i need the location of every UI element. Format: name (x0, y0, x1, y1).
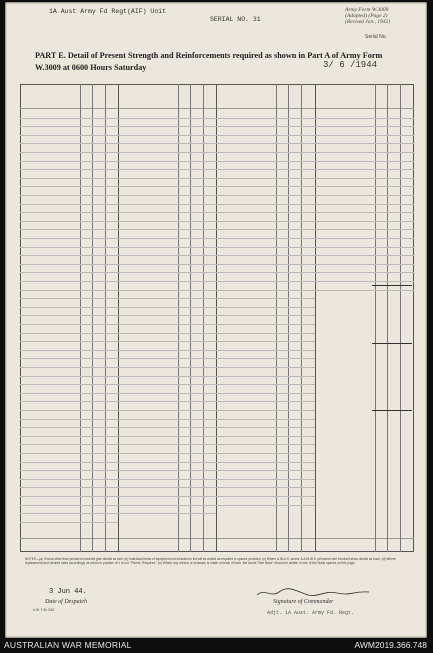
block-divider (315, 84, 316, 552)
row-rule (216, 281, 315, 282)
handwritten-date: 3/ 6 /1944 (323, 60, 378, 70)
column-rule (80, 84, 81, 552)
row-rule (20, 247, 118, 248)
row-rule (315, 247, 414, 248)
row-rule (20, 341, 118, 342)
row-rule (20, 324, 118, 325)
row-rule (118, 436, 216, 437)
row-rule (216, 221, 315, 222)
column-rule (301, 84, 302, 552)
column-header-posted_str (190, 87, 203, 105)
row-rule (216, 178, 315, 179)
row-rule (20, 238, 118, 239)
row-rule (20, 393, 118, 394)
row-rule (118, 393, 216, 394)
row-rule (118, 195, 216, 196)
column-header-posted_str (288, 87, 301, 105)
row-rule (118, 118, 216, 119)
date-of-despatch-value: 3 Jun 44. (49, 588, 87, 596)
row-rule (216, 367, 315, 368)
row-rule (20, 333, 118, 334)
row-rule (118, 376, 216, 377)
row-rule (118, 204, 216, 205)
row-rule (315, 272, 414, 273)
row-rule (216, 376, 315, 377)
row-rule (118, 333, 216, 334)
row-rule (118, 264, 216, 265)
row-rule (20, 487, 118, 488)
commander-signature (253, 586, 373, 598)
row-rule (216, 496, 315, 497)
form-identifier: Army Form W.3009 (Adapted) (Page 2) (Revised Jan., 1942) (345, 7, 391, 25)
row-rule (118, 290, 216, 291)
row-rule (20, 358, 118, 359)
row-rule (216, 126, 315, 127)
row-rule (118, 470, 216, 471)
row-rule (118, 143, 216, 144)
row-rule (315, 143, 414, 144)
row-rule (216, 272, 315, 273)
row-rule (20, 367, 118, 368)
row-rule (118, 229, 216, 230)
row-rule (216, 358, 315, 359)
row-rule (118, 505, 216, 506)
row-rule (118, 152, 216, 153)
row-rule (20, 410, 118, 411)
column-rule (178, 84, 179, 552)
column-rule (92, 84, 93, 552)
strength-table (20, 84, 414, 552)
form-code: A.W. 3 Sh 3/42 (33, 608, 55, 612)
signature-label: Signature of Commander (273, 599, 334, 605)
column-rule (203, 84, 204, 552)
row-rule (216, 350, 315, 351)
row-rule (315, 126, 414, 127)
row-rule (216, 384, 315, 385)
row-rule (20, 384, 118, 385)
row-rule (20, 169, 118, 170)
row-rule (216, 462, 315, 463)
row-rule (118, 212, 216, 213)
row-rule (118, 350, 216, 351)
row-rule (216, 333, 315, 334)
row-rule (216, 479, 315, 480)
row-rule (216, 186, 315, 187)
column-header-reinf (203, 87, 216, 105)
column-header-posted_str (92, 87, 105, 105)
date-of-despatch-label: Date of Despatch (45, 599, 87, 605)
row-rule (118, 221, 216, 222)
row-rule (20, 522, 118, 523)
row-rule (216, 264, 315, 265)
row-rule (118, 513, 216, 514)
row-rule (118, 462, 216, 463)
row-rule (118, 298, 216, 299)
column-header-ws (375, 87, 387, 105)
row-rule (216, 152, 315, 153)
row-rule (315, 221, 414, 222)
block-divider (216, 84, 217, 552)
row-rule (216, 204, 315, 205)
row-rule (20, 298, 118, 299)
column-rule (105, 84, 106, 552)
row-rule (20, 126, 118, 127)
row-rule (216, 315, 315, 316)
row-rule (315, 152, 414, 153)
row-rule (216, 401, 315, 402)
row-rule (20, 118, 118, 119)
row-rule (315, 264, 414, 265)
row-rule (216, 161, 315, 162)
row-rule (20, 496, 118, 497)
row-rule (20, 290, 118, 291)
row-rule (315, 135, 414, 136)
serial-line: SERIAL NO. 31 (210, 16, 261, 23)
column-header-ws (276, 87, 288, 105)
row-rule (216, 427, 315, 428)
row-rule (118, 186, 216, 187)
row-rule (118, 367, 216, 368)
row-rule (118, 272, 216, 273)
row-rule (20, 212, 118, 213)
row-rule (216, 470, 315, 471)
row-rule (315, 178, 414, 179)
signature-stamp: Adjt. 1A Aust. Army Fd. Regt. (267, 610, 355, 616)
row-rule (20, 350, 118, 351)
row-rule (20, 479, 118, 480)
row-rule (20, 376, 118, 377)
row-rule (20, 143, 118, 144)
row-rule (20, 161, 118, 162)
row-rule (20, 229, 118, 230)
page-title: PART E. Detail of Present Strength and Reinforcements required as shown in Part A of Army Form W.3009 at 0600 Hours Saturday (35, 51, 383, 72)
footer-archive-name: AUSTRALIAN WAR MEMORIAL (4, 640, 132, 650)
row-rule (20, 178, 118, 179)
row-rule (20, 427, 118, 428)
row-rule (118, 315, 216, 316)
row-rule (118, 427, 216, 428)
row-rule (118, 384, 216, 385)
column-header-reinf (400, 87, 413, 105)
row-rule (118, 410, 216, 411)
row-rule (20, 401, 118, 402)
row-rule (315, 255, 414, 256)
row-rule (315, 195, 414, 196)
row-rule (216, 229, 315, 230)
row-rule (20, 513, 118, 514)
summary-total-rule (372, 285, 412, 286)
row-rule (315, 204, 414, 205)
row-rule (118, 161, 216, 162)
row-rule (20, 444, 118, 445)
row-rule (118, 247, 216, 248)
row-rule (118, 135, 216, 136)
row-rule (118, 453, 216, 454)
row-rule (216, 135, 315, 136)
row-rule (20, 221, 118, 222)
row-rule (118, 496, 216, 497)
column-header-ws (80, 87, 92, 105)
serial-no-label: Serial No. (365, 34, 387, 40)
row-rule (315, 186, 414, 187)
row-rule (20, 272, 118, 273)
row-rule (20, 186, 118, 187)
row-rule (216, 393, 315, 394)
summary-total-rule (372, 410, 412, 411)
row-rule (20, 152, 118, 153)
row-rule (216, 118, 315, 119)
row-rule (216, 444, 315, 445)
row-rule (20, 462, 118, 463)
row-rule (118, 126, 216, 127)
row-rule (118, 419, 216, 420)
row-rule (118, 324, 216, 325)
row-rule (20, 204, 118, 205)
document-sheet (5, 2, 427, 638)
row-rule (20, 470, 118, 471)
notes-block: NOTES—(a) If book other than printed is involved give details as well. (b) Individual items of equipment not included in list will be added as required in spaces provided. (c) Where A.W.A.S. and/or A.A.M.W.S. personnel are involved show details as such. (d) Where replacement and desired rates accordingly as return to position of 1 in col. "Reinfs. Required." (e) Where any returns or inclusion is made on back of form, the words "See Back" should be written in one of the blank spaces on this page. (25, 557, 396, 566)
row-rule (315, 212, 414, 213)
column-rule (288, 84, 289, 552)
row-rule (216, 324, 315, 325)
row-rule (118, 479, 216, 480)
row-rule (216, 487, 315, 488)
row-rule (20, 505, 118, 506)
row-rule (216, 298, 315, 299)
row-rule (20, 195, 118, 196)
row-rule (216, 453, 315, 454)
row-rule (315, 161, 414, 162)
footer-catalogue-id: AWM2019.366.748 (354, 640, 427, 650)
row-rule (20, 315, 118, 316)
column-rule (387, 84, 388, 552)
column-rule (375, 84, 376, 552)
row-rule (216, 195, 315, 196)
row-rule (216, 419, 315, 420)
column-header-ws (178, 87, 190, 105)
unit-line: 1A Aust Army Fd Regt(AIF) Unit (49, 8, 167, 15)
row-rule (315, 169, 414, 170)
row-rule (216, 238, 315, 239)
column-header-posted_str (387, 87, 400, 105)
row-rule (315, 118, 414, 119)
row-rule (118, 444, 216, 445)
row-rule (118, 178, 216, 179)
row-rule (118, 255, 216, 256)
row-rule (216, 255, 315, 256)
row-rule (20, 419, 118, 420)
row-rule (118, 238, 216, 239)
row-rule (118, 358, 216, 359)
column-header-reinf (301, 87, 314, 105)
row-rule (20, 135, 118, 136)
row-rule (216, 212, 315, 213)
row-rule (216, 505, 315, 506)
column-rule (400, 84, 401, 552)
column-header-reinf (105, 87, 118, 105)
row-rule (216, 341, 315, 342)
row-rule (216, 143, 315, 144)
row-rule (118, 487, 216, 488)
row-rule (118, 281, 216, 282)
column-rule (276, 84, 277, 552)
row-rule (118, 307, 216, 308)
row-rule (20, 453, 118, 454)
row-rule (118, 341, 216, 342)
row-rule (315, 290, 414, 291)
row-rule (216, 169, 315, 170)
row-rule (216, 410, 315, 411)
row-rule (20, 281, 118, 282)
row-rule (216, 247, 315, 248)
row-rule (315, 281, 414, 282)
row-rule (216, 436, 315, 437)
row-rule (118, 401, 216, 402)
row-rule (118, 169, 216, 170)
row-rule (20, 307, 118, 308)
row-rule (216, 307, 315, 308)
summary-total-rule (372, 343, 412, 344)
row-rule (216, 290, 315, 291)
row-rule (20, 255, 118, 256)
column-rule (190, 84, 191, 552)
row-rule (315, 238, 414, 239)
row-rule (315, 229, 414, 230)
row-rule (20, 264, 118, 265)
row-rule (20, 436, 118, 437)
block-divider (118, 84, 119, 552)
